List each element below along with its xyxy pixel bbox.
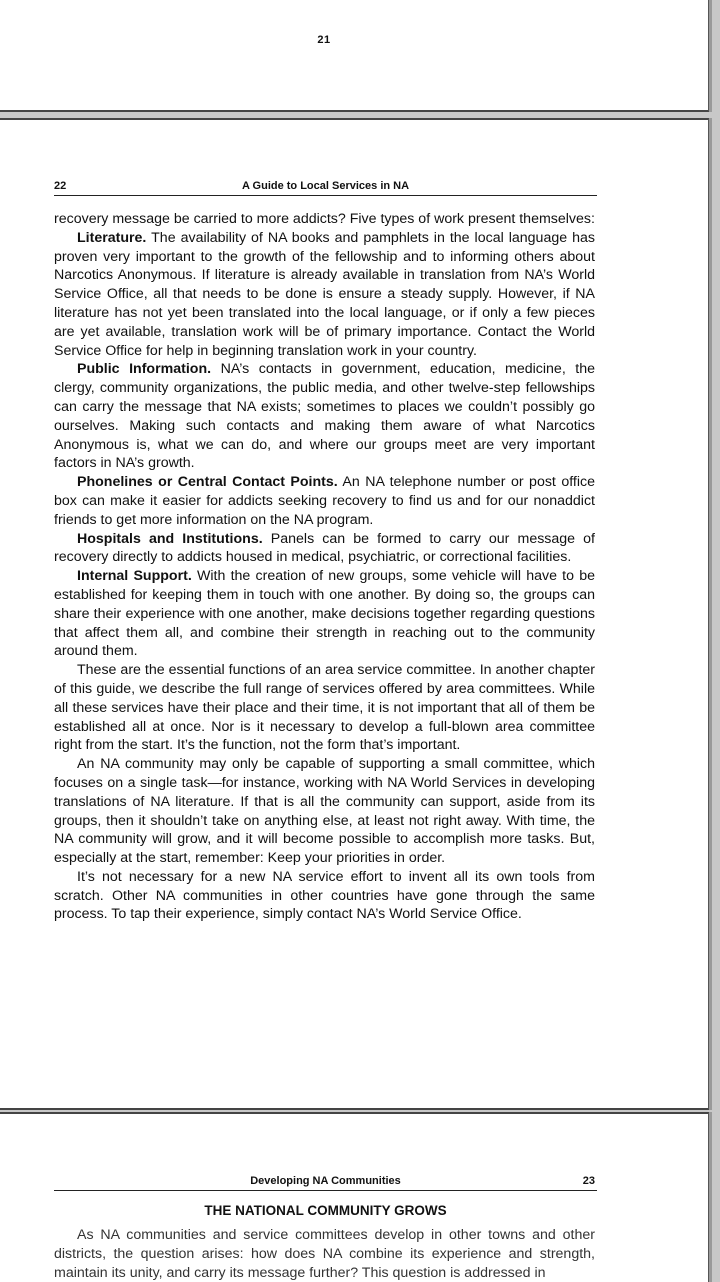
page-number: 22 — [54, 180, 67, 192]
paragraph-heading: Public Information. — [77, 361, 212, 378]
body-text — [54, 1226, 595, 1282]
body-text — [54, 210, 595, 924]
page-22 — [0, 118, 709, 1110]
page-number: 21 — [317, 34, 331, 46]
paragraph-internal-support: Internal Support. With the creation of new groups, some vehicle will have to be established for keeping them in touch with one another. By doing so, the groups can share their experience with one another, make decisions together regarding questions that affect them all, and combine their strength in reaching out to the community around them. — [54, 568, 596, 660]
paragraph-hospitals: Hospitals and Institutions. Panels can be formed to carry our message of recovery directly to addicts housed in medical, psychiatric, or correctional facilities. — [54, 530, 595, 566]
paragraph: It’s not necessary for a new NA service effort to invent all its own tools from scratch. Other NA communities in other countries have gone through the same process. To tap their experience, simply contact NA’s World Service Office. — [54, 868, 595, 923]
running-header — [54, 180, 597, 196]
paragraph-heading: Phonelines or Central Contact Points. — [77, 474, 338, 491]
running-header — [54, 1175, 597, 1191]
paragraph-public-information: Public Information. NA’s contacts in government, education, medicine, the clergy, community organizations, the public media, and other twelve-step fellowships can carry the message that NA exists; sometimes to places we couldn’t possibly go ourselves. Making such contacts and making them aware of what Narcotics Anonymous is, what we can do, and where our groups meet are very important factors in NA’s growth. — [54, 361, 595, 472]
paragraph-heading: Literature. — [77, 229, 147, 246]
paragraph: An NA community may only be capable of supporting a small committee, which focuses on a single task—for instance, working with NA World Services in developing translations of NA literature. If that is all the community can support, aside from its groups, then it shouldn’t take on anything else, at least not right away. With time, the NA community will grow, and it will become possible to accomplish more tasks. But, especially at the start, remember: Keep your priorities in order. — [54, 756, 595, 867]
running-header-title: A Guide to Local Services in NA — [241, 180, 410, 192]
paragraph-heading: Hospitals and Institutions. — [77, 530, 263, 547]
page-21 — [0, 0, 709, 112]
paragraph-phonelines: Phonelines or Central Contact Points. An NA telephone number or post office box can make it easier for addicts seeking recovery to find us and for our nonaddict friends to get more information on the NA program. — [54, 474, 595, 528]
paragraph: These are the essential functions of an area service committee. In another chapter of this guide, we describe the full range of services offered by area committees. While all these services have their place and their time, it is not important that all of them be established all at once. Nor is it necessary to develop a full-blown area committee right from the start. It’s the function, not the form that’s important. — [54, 662, 595, 754]
section-title: THE NATIONAL COMMUNITY GROWS — [204, 1203, 447, 1218]
paragraph-literature: Literature. The availability of NA books and pamphlets in the local language has proven very important to the growth of the fellowship and to informing others about Narcotics Anonymous. If literature is already available in translation from NA’s World Service Office, all that needs to be done is ensure a steady supply. However, if NA literature has not yet been translated into the local language, or if only a few pieces are yet available, translation work will be of primary importance. Contact the World Service Office for help in beginning translation work in your country. — [54, 229, 595, 359]
page-number: 23 — [582, 1175, 595, 1187]
paragraph-heading: Internal Support. — [77, 568, 192, 585]
running-header-title: Developing NA Communities — [250, 1175, 401, 1187]
paragraph: As NA communities and service committees develop in other towns and other districts, the question arises: how does NA combine its experience and strength, maintain its unity, and carry its message further? This question is addressed in — [54, 1227, 595, 1281]
paragraph: recovery message be carried to more addicts? Five types of work present themselves: — [54, 211, 595, 227]
page-23 — [0, 1112, 709, 1282]
